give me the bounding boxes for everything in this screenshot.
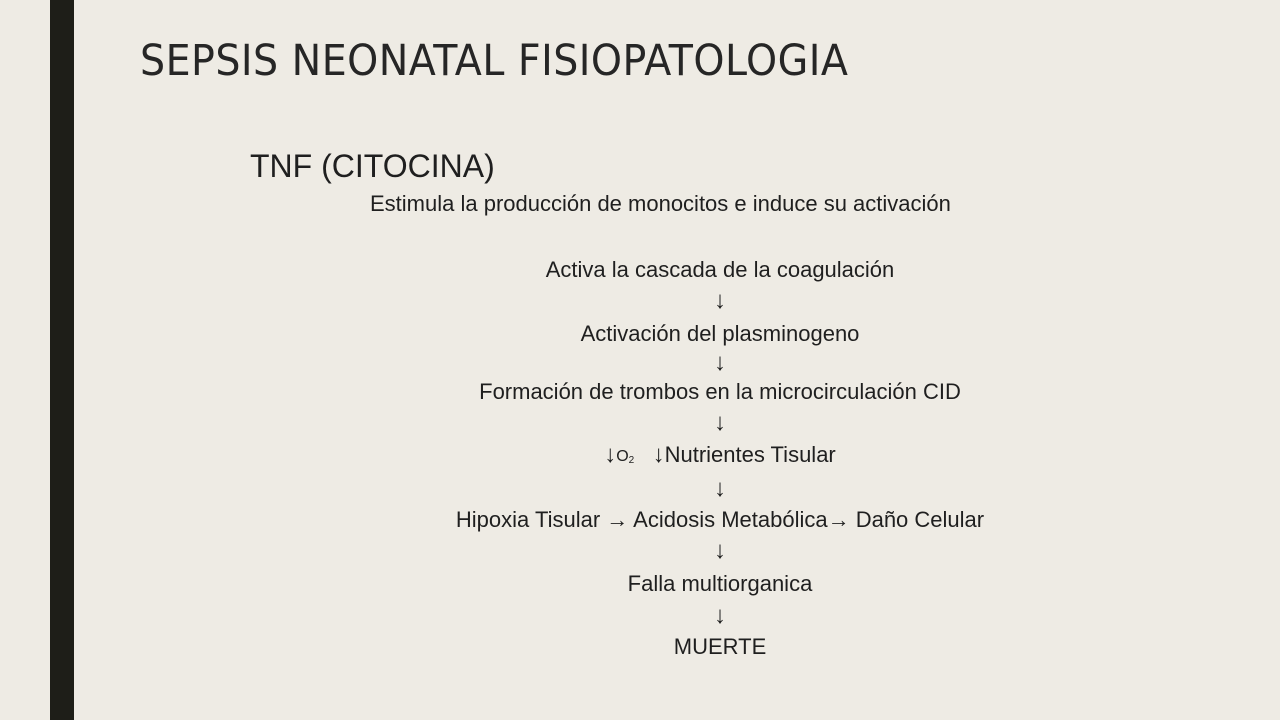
- down-arrow-icon: ↓: [714, 349, 726, 376]
- flow-step-thrombus: Formación de trombos en la microcirculación CID: [479, 379, 961, 404]
- down-arrow-icon: ↓: [714, 602, 726, 629]
- subtitle-tnf: TNF (CITOCINA): [250, 148, 495, 184]
- o2-label: O2: [616, 448, 635, 466]
- down-arrow-icon: ↓: [604, 441, 617, 468]
- down-arrow-icon: ↓: [714, 287, 726, 314]
- down-arrow-icon: ↓: [714, 537, 726, 564]
- flow-step-coagulation: Activa la cascada de la coagulación: [545, 257, 895, 282]
- flow-step-o2-nutrients: [0, 442, 1280, 474]
- flow-step-plasminogen: Activación del plasminogeno: [580, 321, 860, 346]
- down-arrow-icon: ↓: [652, 441, 665, 468]
- intro-text: Estimula la producción de monocitos e induce su activación: [370, 191, 951, 216]
- flow-step-hypoxia: Hipoxia Tisular → Acidosis Metabólica→ Daño Celular: [455, 507, 985, 532]
- nutrients-label: Nutrientes Tisular: [664, 442, 836, 467]
- flow-step-organ-failure: Falla multiorganica: [627, 571, 813, 596]
- flow-step-death: MUERTE: [673, 634, 767, 659]
- down-arrow-icon: ↓: [714, 409, 726, 436]
- slide-title: SEPSIS NEONATAL FISIOPATOLOGIA: [140, 36, 849, 86]
- o2-subscript: 2: [628, 455, 635, 466]
- down-arrow-icon: ↓: [714, 475, 726, 502]
